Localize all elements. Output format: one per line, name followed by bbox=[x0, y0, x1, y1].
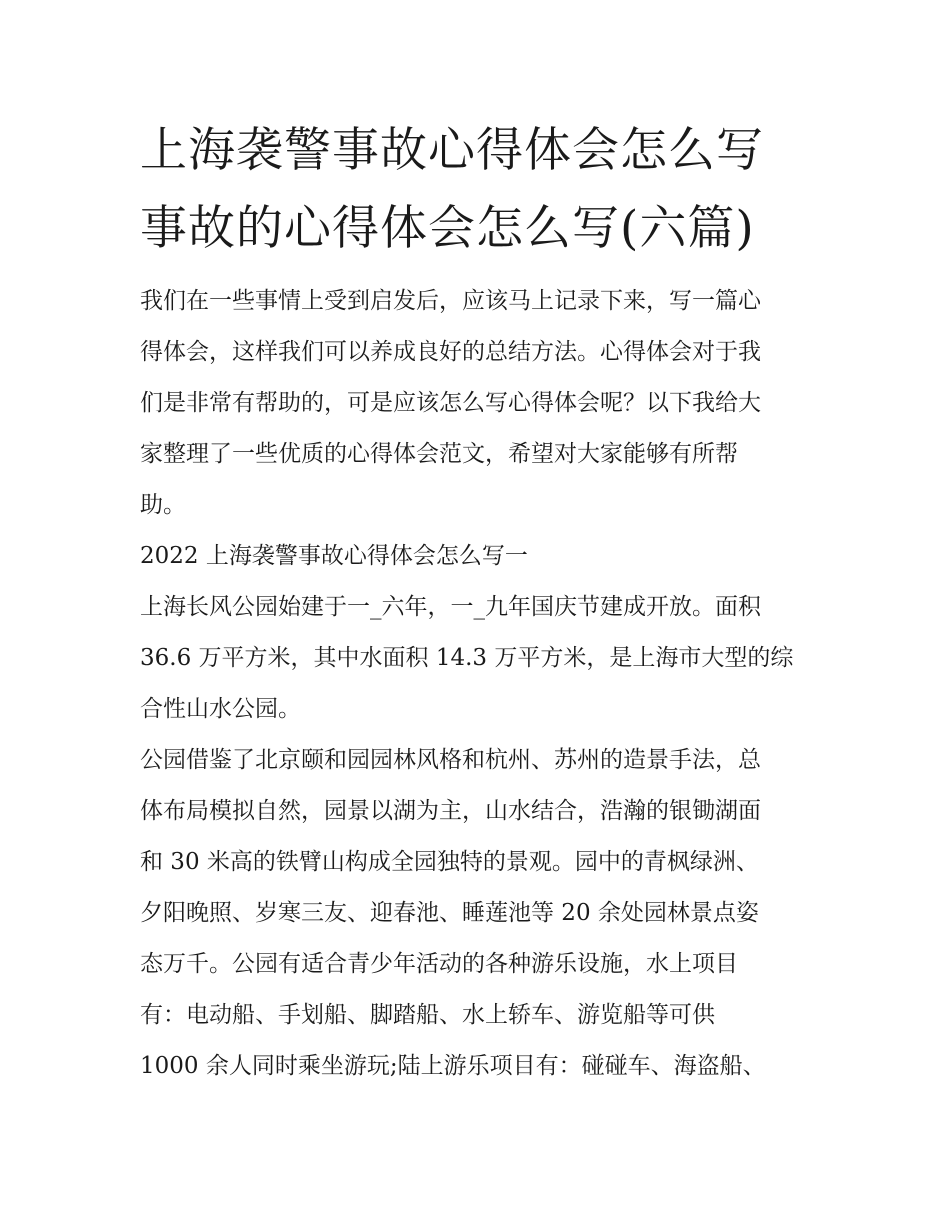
document-page bbox=[140, 112, 815, 1092]
park-paragraph-1 bbox=[140, 582, 815, 735]
para2-line-7: 1000 余人同时乘坐游玩;陆上游乐项目有：碰碰车、海盗船、 bbox=[140, 1053, 766, 1079]
intro-line-2: 得体会，这样我们可以养成良好的总结方法。心得体会对于我 bbox=[140, 339, 761, 365]
para2-line-3: 和 30 米高的铁臂山构成全园独特的景观。园中的青枫绿洲、 bbox=[140, 849, 759, 875]
park-paragraph-2 bbox=[140, 735, 815, 1092]
title-line-1: 上海袭警事故心得体会怎么写 bbox=[140, 123, 764, 178]
intro-line-4: 家整理了一些优质的心得体会范文，希望对大家能够有所帮 bbox=[140, 441, 738, 467]
title-line-2: 事故的心得体会怎么写(六篇) bbox=[140, 201, 755, 256]
para2-line-2: 体布局模拟自然，园景以湖为主，山水结合，浩瀚的银锄湖面 bbox=[140, 798, 761, 824]
intro-line-3: 们是非常有帮助的，可是应该怎么写心得体会呢？以下我给大 bbox=[140, 390, 761, 416]
para2-line-6: 有：电动船、手划船、脚踏船、水上轿车、游览船等可供 bbox=[140, 1002, 715, 1028]
document-title bbox=[140, 112, 815, 268]
section-heading bbox=[140, 531, 815, 582]
para1-line-2: 36.6 万平方米，其中水面积 14.3 万平方米，是上海市大型的综 bbox=[140, 645, 794, 671]
para1-line-1: 上海长风公园始建于一_六年，一_九年国庆节建成开放。面积 bbox=[140, 594, 761, 620]
intro-line-1: 我们在一些事情上受到启发后，应该马上记录下来，写一篇心 bbox=[140, 288, 761, 314]
document-body bbox=[140, 276, 815, 1092]
para2-line-4: 夕阳晚照、岁寒三友、迎春池、睡莲池等 20 余处园林景点姿 bbox=[140, 900, 759, 926]
para2-line-1: 公园借鉴了北京颐和园园林风格和杭州、苏州的造景手法，总 bbox=[140, 747, 761, 773]
section-heading-text: 2022 上海袭警事故心得体会怎么写一 bbox=[140, 543, 528, 569]
para2-line-5: 态万千。公园有适合青少年活动的各种游乐设施，水上项目 bbox=[140, 951, 738, 977]
intro-line-5: 助。 bbox=[140, 492, 186, 518]
intro-paragraph bbox=[140, 276, 815, 531]
para1-line-3: 合性山水公园。 bbox=[140, 696, 301, 722]
